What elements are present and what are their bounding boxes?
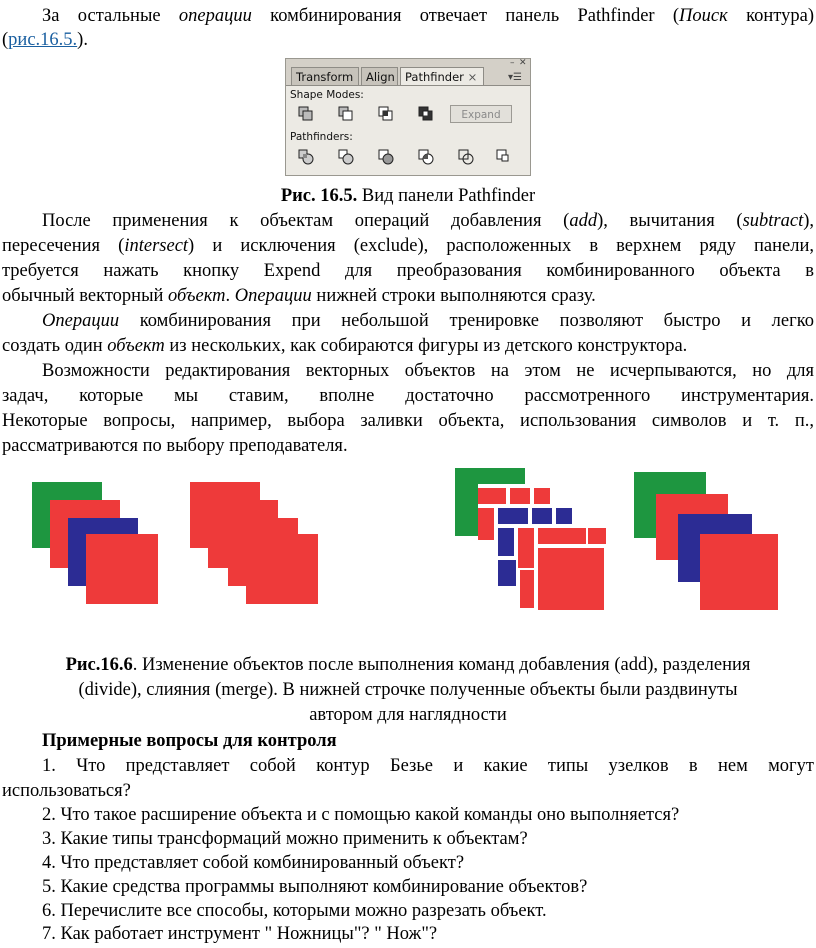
caption-text: Вид панели Pathfinder	[357, 186, 536, 206]
red-square	[86, 534, 158, 604]
text: ),	[803, 211, 814, 231]
red-fragment	[538, 528, 586, 544]
blue-fragment	[556, 508, 572, 524]
close-icon[interactable]: ✕	[519, 58, 527, 68]
minus-back-icon[interactable]	[496, 149, 512, 165]
text: комбинирования при небольшой тренировке позволяют быстро и легко	[119, 311, 814, 331]
added-shape	[190, 482, 318, 604]
red-fragment	[518, 528, 534, 568]
question-item: 6. Перечислите все способы, которыми можно разрезать объект.	[42, 901, 547, 921]
tab-label: Pathfinder	[405, 70, 464, 84]
trim-icon[interactable]	[338, 149, 354, 165]
question-item: 3. Какие типы трансформаций можно применить к объектам?	[42, 829, 528, 849]
paragraph-line: Возможности редактирования векторных объектов на этом не исчерпываются, но для	[42, 361, 814, 381]
text: ) и исключения (exclude), расположенных в верхнем ряду панели,	[188, 236, 814, 256]
red-fragment	[478, 488, 506, 504]
text-italic: subtract	[742, 211, 804, 231]
tab-label: Transform	[296, 70, 354, 84]
divide-icon[interactable]	[298, 149, 314, 165]
shape-modes-label: Shape Modes:	[290, 89, 364, 101]
blue-fragment	[498, 528, 514, 556]
minimize-icon[interactable]: –	[510, 58, 515, 68]
paragraph-line: Некоторые вопросы, например, выбора заливки объекта, использования символов и т. п.,	[2, 411, 814, 431]
text: (	[2, 30, 9, 50]
expand-button[interactable]: Expand	[450, 105, 512, 123]
figure-caption: автором для наглядности	[309, 705, 507, 725]
text-italic: Поиск	[679, 6, 728, 26]
original-shapes	[32, 482, 158, 604]
text-italic: Операции	[42, 311, 120, 331]
text-italic: intersect	[124, 236, 189, 256]
text: За остальные	[42, 6, 179, 26]
red-fragment	[520, 570, 534, 608]
text: ), вычитания (	[597, 211, 743, 231]
paragraph-line	[2, 309, 814, 333]
text: обычный векторный	[2, 286, 169, 306]
heading-text: Примерные вопросы для контроля	[42, 731, 337, 751]
figure-caption: (divide), слияния (merge). В нижней строчке полученные объекты были раздвинуты	[78, 680, 738, 700]
tab-pathfinder[interactable]	[400, 67, 484, 86]
figure-caption	[0, 653, 816, 677]
tab-label: Align	[366, 70, 395, 84]
question-item: 2. Что такое расширение объекта и с помощью какой команды оно выполняется?	[42, 805, 680, 825]
red-fragment	[538, 548, 604, 610]
red-fragment	[534, 488, 550, 504]
crop-icon[interactable]	[418, 149, 434, 165]
text: нижней строки выполняются сразу.	[311, 286, 596, 306]
red-fragment	[478, 508, 494, 540]
red-fragment	[510, 488, 530, 504]
paragraph-line	[2, 209, 814, 233]
divided-shapes	[455, 468, 606, 610]
text: После применения к объектам операций добавления (	[42, 211, 570, 231]
text: создать один	[2, 336, 108, 356]
paragraph-line: рассматриваются по выбору преподавателя.	[2, 436, 348, 456]
text-italic: Операции	[234, 286, 312, 306]
text: ).	[77, 30, 88, 50]
tab-align[interactable]	[361, 67, 398, 85]
question-item: использоваться?	[2, 781, 131, 801]
add-to-shape-area-icon[interactable]	[298, 106, 314, 122]
text-italic: операции	[178, 6, 252, 26]
paragraph-line	[2, 4, 814, 28]
question-item: 5. Какие средства программы выполняют комбинирование объектов?	[42, 877, 588, 897]
text: из нескольких, как собираются фигуры из детского конструктора.	[164, 336, 688, 356]
text: комбинирования отвечает панель Pathfinder (	[251, 6, 680, 26]
caption-label: Рис. 16.5.	[280, 186, 358, 206]
outline-icon[interactable]	[458, 149, 474, 165]
figure-caption	[0, 184, 816, 208]
paragraph-line: задач, которые мы ставим, вполне достаточно рассмотренного инструментария.	[2, 386, 814, 406]
intersect-shape-areas-icon[interactable]	[378, 106, 394, 122]
caption-label: Рис.16.6	[65, 655, 133, 675]
text: .	[225, 286, 235, 306]
text: пересечения (	[2, 236, 125, 256]
merge-icon[interactable]	[378, 149, 394, 165]
panel-body	[286, 86, 530, 175]
blue-fragment	[498, 508, 528, 524]
exclude-overlapping-areas-icon[interactable]	[418, 106, 434, 122]
blue-fragment	[498, 560, 516, 586]
combine-shapes-figure	[0, 462, 816, 622]
pathfinder-panel	[285, 58, 531, 176]
tab-transform[interactable]	[291, 67, 359, 85]
paragraph-line	[2, 334, 814, 358]
question-item: 1. Что представляет собой контур Безье и какие типы узелков в нем могут	[42, 756, 814, 776]
red-square	[700, 534, 778, 610]
question-item: 4. Что представляет собой комбинированный объект?	[42, 853, 465, 873]
panel-menu-icon[interactable]: ▾☰	[508, 72, 522, 83]
text: контура)	[727, 6, 814, 26]
paragraph-line	[2, 284, 814, 308]
red-fragment	[588, 528, 606, 544]
paragraph-line	[2, 234, 814, 258]
pathfinders-label: Pathfinders:	[290, 131, 353, 143]
tab-close-icon[interactable]: ×	[467, 70, 478, 84]
merged-shapes	[634, 472, 778, 610]
blue-fragment	[532, 508, 552, 524]
paragraph-line	[2, 28, 814, 52]
subtract-from-shape-area-icon[interactable]	[338, 106, 354, 122]
text-italic: объект	[107, 336, 165, 356]
text-italic: add	[569, 211, 598, 231]
section-heading	[42, 729, 812, 753]
figure-link[interactable]: рис.16.5.	[8, 30, 78, 50]
paragraph-line: требуется нажать кнопку Expend для преобразования комбинированного объекта в	[2, 261, 814, 281]
caption-text: . Изменение объектов после выполнения команд добавления (add), разделения	[132, 655, 751, 675]
text-italic: объект	[168, 286, 226, 306]
question-item: 7. Как работает инструмент " Ножницы"? " Нож"?	[42, 924, 438, 944]
